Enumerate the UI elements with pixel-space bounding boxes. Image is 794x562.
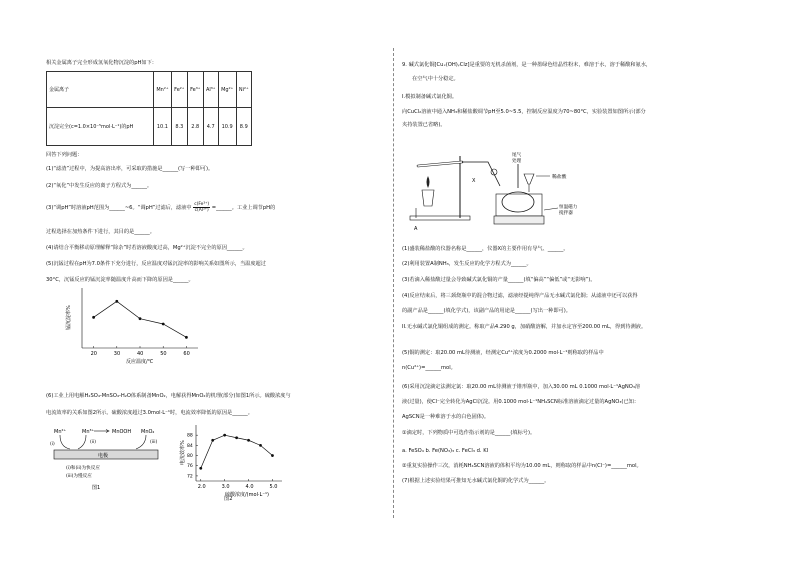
part-2-title: II.无水碱式氯化铜组成的测定。称取产品4.290 g，加硝酸溶解，并加水定容至200.00 mL，得到待测液。 (402, 324, 647, 330)
r-question-4-line-2: 的副产品是______(填化学式)，该副产品的用途是______(写出一种即可)。 (402, 308, 571, 314)
x-tick-label: 20 (90, 351, 97, 357)
y-axis-label: 电流效率% (180, 440, 186, 465)
label-tail-gas: 尾气 (512, 153, 522, 158)
question-5-line-2: 30°C，沉锰反应的锰沉淀率随温度升高而下降的原因是______。 (46, 277, 194, 283)
question-1: (1)“滤渣”过程中，为提高溶出率，可采取的措施是______(写一种即可)。 (46, 166, 214, 172)
label-stirrer-2: 搅拌器 (559, 211, 573, 216)
r-question-7: (7)根据上述实验结果可推知无水碱式氯化铜的化学式为______。 (402, 478, 550, 484)
mechanism-figure (46, 425, 164, 497)
gas-tube (462, 162, 500, 186)
r-question-6-sub-1: ①滴定时，下列物质中可选作指示剂的是______(填标号)。 (402, 430, 536, 436)
alcohol-lamp (422, 190, 434, 206)
flame-icon (427, 176, 430, 188)
intro-line-2: 夹持装置已省略)。 (402, 122, 446, 128)
x-axis-label: 反应温度/℃ (126, 359, 154, 365)
r-question-1: (1)盛装稀盐酸的仪器名称是______，仪器X的主要作用有导气、______。 (402, 246, 569, 252)
ratio-denominator: c(Al³⁺) (194, 208, 209, 213)
ratio-numerator: c(Fe³⁺) (194, 202, 210, 207)
intro-text: 相关金属离子完全形成氢氧化物沉淀的pH如下： (46, 60, 157, 66)
label-tail-gas-2: 处理 (512, 159, 522, 164)
question-2: (2)“氧化”中发生反应的离子方程式为______。 (46, 183, 153, 189)
table-row-label: 沉淀完全(c=1.0×10⁻⁵mol·L⁻¹)的pH (47, 108, 154, 146)
r-question-6-options: a. FeSO₄ b. Fe(NO₃)₃ c. FeCl₃ d. KI (402, 448, 489, 454)
intro-line-1: 向CuCl₂溶液中通入NH₃和稀盐酸调节pH至5.0~5.5，控制反应温度为70~80°C，实验装置如图所示(部分 (402, 109, 646, 115)
y-tick-label: 72 (187, 474, 193, 480)
value-cell: 10.9 (218, 108, 236, 146)
question-4: (4)请结合平衡移动原理解释“除杂”时若溶液酸度过高，Mg²⁺沉淀不完全的原因______。 (46, 245, 248, 251)
test-tube-inner (418, 162, 462, 166)
path-ii (78, 435, 86, 449)
data-point (247, 439, 250, 442)
answer-prompt: 回答下列问题： (46, 152, 83, 158)
stirrer-base (494, 216, 544, 224)
step-i: (i) (50, 442, 55, 447)
value-cell: 4.7 (203, 108, 218, 146)
stirrer-pointer (544, 208, 558, 210)
x-tick-label: 50 (160, 351, 167, 357)
dropping-funnel (524, 174, 534, 184)
y-tick-label: 76 (187, 464, 193, 470)
x-tick-label: 5.0 (269, 484, 278, 490)
step-ii: (ii) (90, 440, 97, 445)
value-cell: 8.9 (236, 108, 251, 146)
x-tick-label: 2.0 (197, 484, 206, 490)
y-axis-label: 锰沉淀率% (66, 305, 72, 330)
question-6-line-2: 电流效率的关系如图2所示。硫酸浓度超过3.0mol·L⁻¹时，电流效率降低的原因是______。 (46, 410, 253, 416)
label-hcl: 稀盐酸 (552, 175, 567, 180)
r-question-3: (3)若滴入稀盐酸过量会导致碱式氯化铜的产量______(填“偏高”“偏低”或“无影响”)。 (402, 277, 596, 283)
fig1-note-1: (i)和(ii)为快反应 (66, 466, 100, 471)
species-mn3: Mn³⁺ (82, 429, 95, 435)
r-question-6-line-1: (6)采用沉淀滴定法测定氯：取20.00 mL待测液于锥形瓶中，加入30.00 mL 0.1000 mol·L⁻¹AgNO₃溶 (402, 384, 641, 390)
x-tick-label: 4.0 (245, 484, 254, 490)
data-point (199, 467, 202, 470)
ion-cell: Fe²⁺ (171, 72, 187, 108)
question-3 (46, 202, 275, 213)
data-point (271, 454, 274, 457)
temperature-chart (60, 282, 210, 370)
fig1-caption: 图1 (92, 485, 101, 491)
y-tick-label: 88 (187, 433, 193, 439)
ion-ph-table (46, 71, 252, 146)
ion-cell: Fe³⁺ (187, 72, 203, 108)
data-point (223, 434, 226, 437)
fig2-caption: 图2 (224, 496, 233, 502)
value-cell: 8.3 (171, 108, 187, 146)
path-i (60, 435, 70, 449)
data-point (211, 439, 214, 442)
r-question-2: (2)利用装置A制NH₃，发生反应的化学方程式为______。 (402, 261, 532, 267)
question-6-line-1: (6)工业上用电解H₂SO₄-MnSO₄-H₂O体系制备MnO₂，电解获得MnO₂的机理(部分)如图1所示。硫酸浓度与 (46, 393, 291, 399)
r-question-6-line-3: AgSCN是一种难溶于水的白色固体)。 (402, 414, 490, 420)
question-3-text-a: (3)“调pH”时溶液pH范围为______~6。“调pH”过滤后，滤液中 (46, 205, 192, 211)
column-divider (393, 48, 394, 518)
fig1-note-2: (iii)为慢反应 (66, 474, 92, 479)
x-tick-label: 3.0 (221, 484, 230, 490)
data-point (92, 316, 95, 319)
question-9-line-2: 在空气中十分稳定。 (412, 76, 459, 82)
species-mnooh: MnOOH (112, 429, 132, 435)
species-mn2: Mn²⁺ (54, 429, 67, 435)
data-point (139, 317, 142, 320)
question-3-text-b: =______。工业上调节pH的 (211, 205, 276, 211)
value-cell: 2.8 (187, 108, 203, 146)
species-mno2: MnO₂ (141, 429, 155, 435)
r-question-6-line-2: 液(过量)，使Cl⁻完全转化为AgCl沉淀。用0.1000 mol·L⁻¹NH₄SCN标准溶液滴定过量的AgNO₃(已知： (402, 399, 640, 405)
x-axis-label: 硫酸浓度/(mol·L⁻¹) (225, 492, 269, 498)
acid-concentration-chart (168, 419, 288, 503)
y-tick-label: 80 (187, 454, 193, 460)
three-neck-flask (502, 192, 534, 212)
x-tick-label: 60 (183, 351, 190, 357)
data-point (185, 336, 188, 339)
x-tick-label: 30 (113, 351, 121, 357)
table-header-label: 金属离子 (47, 72, 154, 108)
x-tick-label: 40 (137, 351, 144, 357)
data-point (162, 323, 165, 326)
ion-cell: Mn²⁺ (154, 72, 172, 108)
y-tick-label: 84 (187, 443, 193, 449)
label-x: X (472, 178, 476, 184)
label-stirrer: 恒温磁力 (559, 205, 578, 210)
part-1-title: I.模拟制备碱式氯化铜。 (402, 94, 458, 100)
data-point (235, 436, 238, 439)
step-iii: (iii) (150, 440, 158, 445)
ion-cell: Al³⁺ (203, 72, 218, 108)
value-cell: 10.1 (154, 108, 172, 146)
question-3-purpose: 过程选择在加热条件下进行，其目的是______。 (46, 229, 155, 235)
data-point (259, 444, 262, 447)
path-iii (136, 435, 146, 449)
question-9-line-1: 9. 碱式氯化铜[Cuₓ(OH)ᵧClz]是重要的无机杀菌剂，是一种墨绿色结晶性粉末，难溶于水，溶于稀酸和氨水， (402, 62, 652, 68)
ion-cell: Mg²⁺ (218, 72, 236, 108)
electrode-label: 电极 (98, 453, 109, 459)
r-question-5-line-1: (5)铜的测定：取20.00 mL待测液，经测定Cu²⁺浓度为0.2000 mol·L⁻¹则称取的样品中 (402, 350, 604, 356)
r-question-6-sub-2: ②重复实验操作三次，消耗NH₄SCN溶液的体积平均为10.00 mL，则称取的样品中n(Cl⁻)=______mol。 (402, 463, 642, 469)
concentration-ratio (193, 202, 210, 213)
label-a: A (414, 226, 418, 232)
stand-base (410, 216, 470, 220)
question-5-line-1: (5)沉锰过程在pH为7.0条件下充分进行，反应温度对锰沉淀率的影响关系如图所示，当温度超过 (46, 261, 266, 267)
r-question-4-line-1: (4)反应结束后，将三颈烧瓶中的混合物过滤，滤液经提纯得产品无水碱式氯化铜；从滤液中还可以获得 (402, 293, 638, 299)
apparatus-diagram (408, 152, 618, 234)
ion-cell: Ni²⁺ (236, 72, 251, 108)
data-point (115, 300, 118, 303)
r-question-5-line-2: n(Cu²⁺)=______mol。 (402, 365, 456, 371)
